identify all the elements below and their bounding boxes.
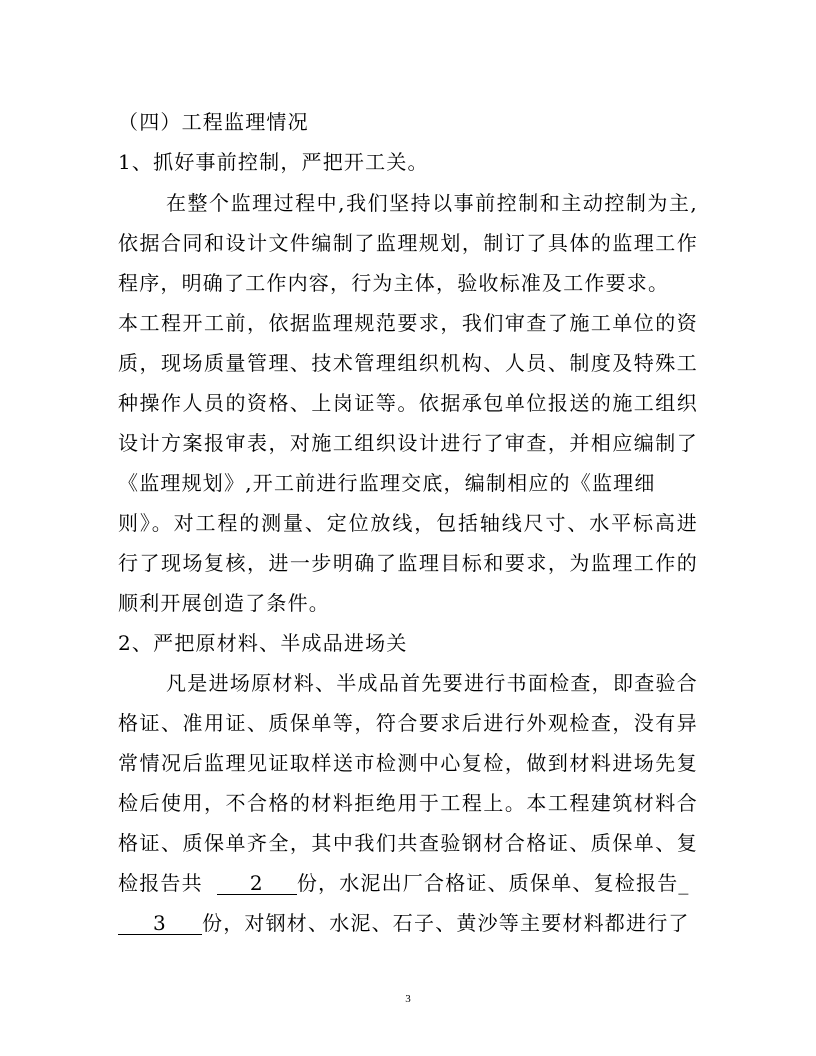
- paragraph-line: 《监理规划》,开工前进行监理交底，编制相应的《监理细: [118, 471, 656, 495]
- cement-report-count: 3: [118, 913, 202, 935]
- paragraph-line: 检后使用，不合格的材料拒绝用于工程上。本工程建筑材料合: [118, 791, 698, 815]
- paragraph-line: 凡是进场原材料、半成品首先要进行书面检查，即查验合: [166, 671, 698, 695]
- paragraph-line: 顺利开展创造了条件。: [118, 591, 330, 615]
- paragraph-line: 依据合同和设计文件编制了监理规划，制订了具体的监理工作: [118, 231, 698, 255]
- steel-report-suffix: 份，水泥出厂合格证、质保单、复检报告_: [296, 871, 690, 895]
- section-heading: （四）工程监理情况: [118, 110, 309, 134]
- item2-heading: 2、严把原材料、半成品进场关: [118, 631, 408, 655]
- paragraph-line: 在整个监理过程中,我们坚持以事前控制和主动控制为主,: [166, 191, 698, 215]
- cement-report-suffix: 份，对钢材、水泥、石子、黄沙等主要材料都进行了: [202, 911, 690, 935]
- paragraph-line: 常情况后监理见证取样送市检测中心复检，做到材料进场先复: [118, 751, 698, 775]
- paragraph-line: 格证、准用证、质保单等，符合要求后进行外观检查，没有异: [118, 711, 698, 735]
- page-number: 3: [405, 993, 411, 1005]
- paragraph-line: 程序，明确了工作内容，行为主体，验收标准及工作要求。: [118, 271, 670, 295]
- item1-heading: 1、抓好事前控制，严把开工关。: [118, 150, 429, 174]
- paragraph-line: 行了现场复核，进一步明确了监理目标和要求，为监理工作的: [118, 551, 698, 575]
- paragraph-line: 设计方案报审表，对施工组织设计进行了审查，并相应编制了: [118, 431, 698, 455]
- steel-report-prefix: 检报告共: [118, 871, 203, 895]
- paragraph-line: 则》。对工程的测量、定位放线，包括轴线尺寸、水平标高进: [118, 511, 698, 535]
- paragraph-line: [118, 871, 698, 895]
- paragraph-line: [118, 911, 698, 935]
- paragraph-line: 本工程开工前，依据监理规范要求，我们审查了施工单位的资: [118, 311, 698, 335]
- steel-report-count: 2: [217, 873, 297, 895]
- paragraph-line: 种操作人员的资格、上岗证等。依据承包单位报送的施工组织: [118, 391, 698, 415]
- paragraph-line: 格证、质保单齐全，其中我们共查验钢材合格证、质保单、复: [118, 831, 698, 855]
- paragraph-line: 质，现场质量管理、技术管理组织机构、人员、制度及特殊工: [118, 351, 698, 375]
